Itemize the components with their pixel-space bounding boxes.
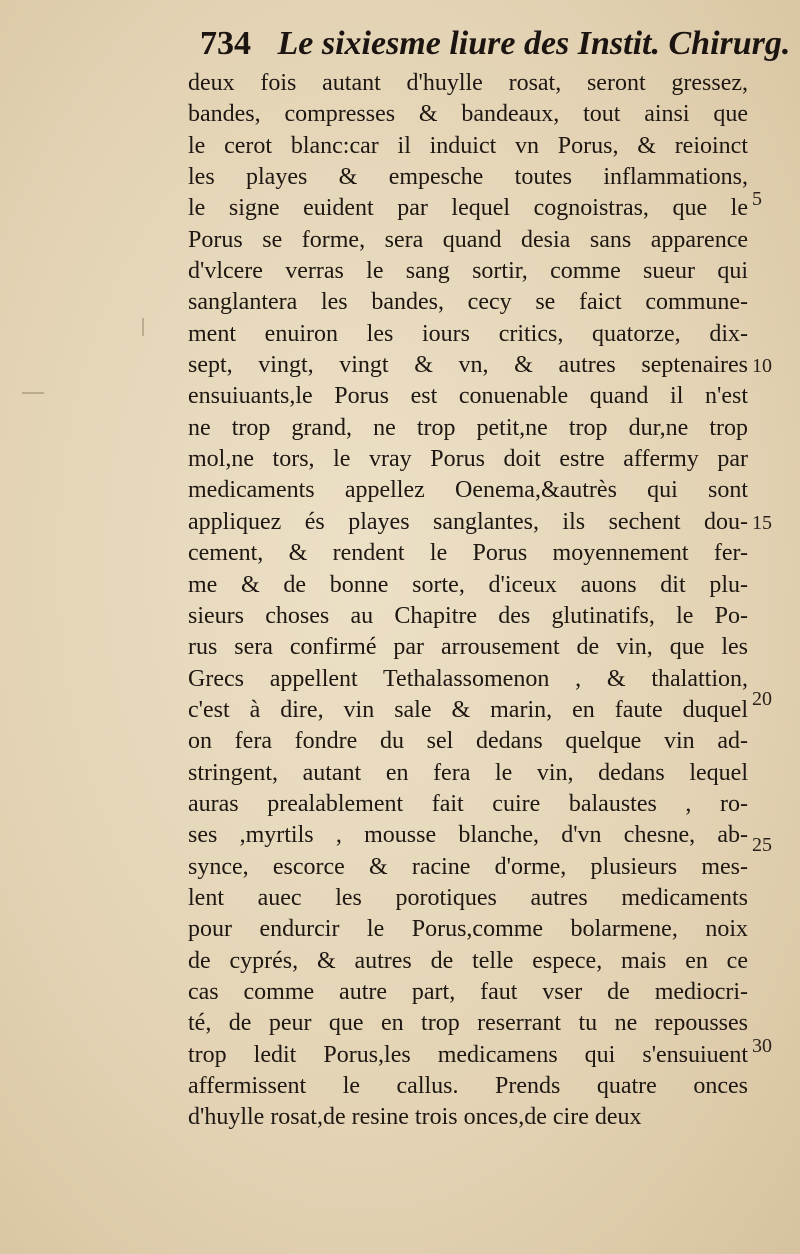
text-line: rus sera confirmé par arrousement de vin, que les [188,634,748,661]
text-line: té, de peur que en trop reserrant tu ne repousses [188,1010,748,1037]
text-line: sept, vingt, vingt & vn, & autres septenaires [188,352,748,379]
running-header [200,18,791,70]
page-number: 734 [200,25,251,62]
text-line: Porus se forme, sera quand desia sans apparence [188,226,748,253]
body-text [188,68,748,1134]
text-line: d'huylle rosat,de resine trois onces,de cire deux [188,1104,642,1131]
text-line: ment enuiron les iours critics, quatorze, dix- [188,320,748,347]
text-line: sanglantera les bandes, cecy se faict commune- [188,289,748,316]
line-number-10: 10 [752,355,772,377]
text-line: cement, & rendent le Porus moyennement fer- [188,540,748,567]
text-line: auras prealablement fait cuire balaustes , ro- [188,790,748,817]
text-line: ses ,myrtils , mousse blanche, d'vn chesne, ab- [188,822,748,849]
text-line: cas comme autre part, faut vser de mediocri- [188,978,748,1005]
text-line: appliquez és playes sanglantes, ils sechent dou- [188,508,748,535]
text-line: d'vlcere verras le sang sortir, comme sueur qui [188,258,748,285]
text-line: trop ledit Porus,les medicamens qui s'ensuiuent [188,1041,748,1068]
text-line: bandes, compresses & bandeaux, tout ainsi que [188,101,748,128]
running-title: Le sixiesme liure des Instit. Chirurg. [277,25,791,62]
text-line: me & de bonne sorte, d'iceux auons dit plu- [188,571,748,598]
margin-mark [142,318,144,336]
text-line: medicaments appellez Oenema,&autrès qui sont [188,477,748,504]
line-number-25: 25 [752,834,772,856]
text-line: le signe euident par lequel cognoistras, que le [188,195,748,222]
text-line: deux fois autant d'huylle rosat, seront gressez, [188,70,748,96]
line-number-15: 15 [752,512,772,534]
text-line: mol,ne tors, le vray Porus doit estre affermy par [188,446,748,473]
text-line: ne trop grand, ne trop petit,ne trop dur,ne trop [188,414,748,441]
text-line: synce, escorce & racine d'orme, plusieurs mes- [188,853,748,880]
text-line: de cyprés, & autres de telle espece, mais en ce [188,947,748,974]
text-line: affermissent le callus. Prends quatre onces [188,1073,748,1099]
line-number-20: 20 [752,688,772,710]
text-line: lent auec les porotiques autres medicaments [188,884,748,911]
text-line: pour endurcir le Porus,comme bolarmene, noix [188,916,748,943]
text-line: ensuiuants,le Porus est conuenable quand il n'est [188,383,748,410]
text-line: le cerot blanc:car il induict vn Porus, & reioinct [188,132,748,159]
text-line: Grecs appellent Tethalassomenon , & thalattion, [188,665,748,692]
text-line: les playes & empesche toutes inflammations, [188,164,748,191]
text-line: stringent, autant en fera le vin, dedans lequel [188,759,748,786]
text-line: on fera fondre du sel dedans quelque vin ad- [188,728,748,755]
margin-mark [22,392,44,394]
line-number-5: 5 [752,188,762,210]
text-line: c'est à dire, vin sale & marin, en faute duquel [188,696,748,723]
text-line: sieurs choses au Chapitre des glutinatifs, le Po- [188,602,748,629]
line-number-30: 30 [752,1035,772,1057]
